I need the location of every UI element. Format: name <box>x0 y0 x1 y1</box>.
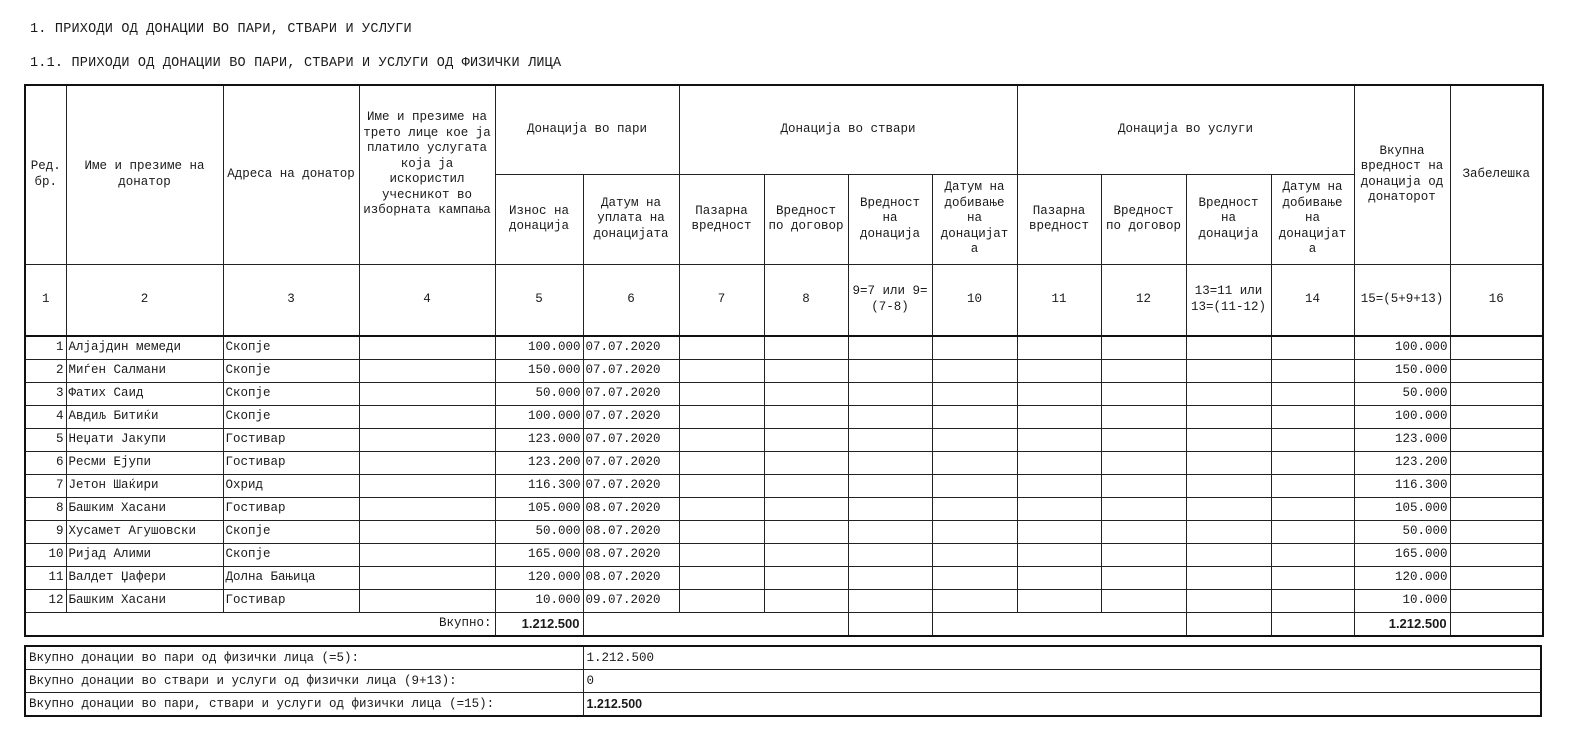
donor-address: Охрид <box>223 474 359 497</box>
donation-amount: 50.000 <box>495 382 583 405</box>
header-third-party: Име и презиме на трето лице кое ја платило услугата која ја искористил учесникот во изборната кампања <box>359 85 495 264</box>
row-number: 3 <box>25 382 66 405</box>
serv-date <box>1271 405 1354 428</box>
serv-contract <box>1101 428 1186 451</box>
header-note: Забелешка <box>1450 85 1543 264</box>
goods-value <box>848 543 932 566</box>
goods-market <box>679 474 764 497</box>
note <box>1450 428 1543 451</box>
totals-label: Вкупно: <box>25 612 495 636</box>
payment-date: 08.07.2020 <box>583 520 679 543</box>
donation-amount: 100.000 <box>495 405 583 428</box>
header-serv-contract: Вредност по договор <box>1101 174 1186 264</box>
third-party <box>359 382 495 405</box>
row-number: 11 <box>25 566 66 589</box>
goods-date <box>932 566 1017 589</box>
serv-contract <box>1101 451 1186 474</box>
goods-value <box>848 405 932 428</box>
colnum-14: 14 <box>1271 264 1354 336</box>
third-party <box>359 451 495 474</box>
summary-row <box>25 646 1541 670</box>
totals-goods-value <box>848 612 932 636</box>
goods-contract <box>764 520 848 543</box>
colnum-16: 16 <box>1450 264 1543 336</box>
goods-market <box>679 428 764 451</box>
goods-value <box>848 336 932 359</box>
donor-address: Гостивар <box>223 428 359 451</box>
serv-date <box>1271 428 1354 451</box>
row-number: 5 <box>25 428 66 451</box>
note <box>1450 451 1543 474</box>
goods-value <box>848 451 932 474</box>
serv-contract <box>1101 589 1186 612</box>
payment-date: 07.07.2020 <box>583 474 679 497</box>
totals-note <box>1450 612 1543 636</box>
donor-name: Неџати Јакупи <box>66 428 223 451</box>
row-number: 10 <box>25 543 66 566</box>
goods-contract <box>764 497 848 520</box>
payment-date: 07.07.2020 <box>583 451 679 474</box>
serv-contract <box>1101 336 1186 359</box>
table-row <box>25 497 1543 520</box>
colnum-11: 11 <box>1017 264 1101 336</box>
totals-row <box>25 612 1543 636</box>
goods-date <box>932 474 1017 497</box>
header-goods-value: Вредност на донација <box>848 174 932 264</box>
goods-date <box>932 382 1017 405</box>
serv-value <box>1186 359 1271 382</box>
serv-contract <box>1101 566 1186 589</box>
serv-market <box>1017 566 1101 589</box>
summary-value: 1.212.500 <box>583 693 1541 717</box>
colnum-15: 15=(5+9+13) <box>1354 264 1450 336</box>
goods-market <box>679 520 764 543</box>
total-value: 116.300 <box>1354 474 1450 497</box>
summary-row <box>25 670 1541 693</box>
goods-market <box>679 382 764 405</box>
serv-market <box>1017 405 1101 428</box>
serv-contract <box>1101 405 1186 428</box>
colnum-1: 1 <box>25 264 66 336</box>
donor-address: Гостивар <box>223 589 359 612</box>
header-goods-group: Донација во ствари <box>679 85 1017 174</box>
serv-date <box>1271 543 1354 566</box>
goods-market <box>679 451 764 474</box>
goods-contract <box>764 543 848 566</box>
serv-value <box>1186 474 1271 497</box>
donor-name: Алјајдин мемеди <box>66 336 223 359</box>
serv-value <box>1186 405 1271 428</box>
colnum-5: 5 <box>495 264 583 336</box>
goods-value <box>848 474 932 497</box>
header-total-value: Вкупна вредност на донација од донаторот <box>1354 85 1450 264</box>
colnum-2: 2 <box>66 264 223 336</box>
goods-value <box>848 359 932 382</box>
note <box>1450 336 1543 359</box>
row-number: 1 <box>25 336 66 359</box>
goods-date <box>932 451 1017 474</box>
goods-value <box>848 566 932 589</box>
note <box>1450 359 1543 382</box>
donor-address: Скопје <box>223 543 359 566</box>
donation-amount: 100.000 <box>495 336 583 359</box>
colnum-6: 6 <box>583 264 679 336</box>
goods-value <box>848 428 932 451</box>
goods-value <box>848 589 932 612</box>
table-row <box>25 405 1543 428</box>
donation-amount: 105.000 <box>495 497 583 520</box>
donor-address: Скопје <box>223 405 359 428</box>
summary-value: 1.212.500 <box>583 646 1541 670</box>
serv-market <box>1017 520 1101 543</box>
donor-address: Скопје <box>223 382 359 405</box>
goods-contract <box>764 382 848 405</box>
donor-address: Гостивар <box>223 497 359 520</box>
row-number: 8 <box>25 497 66 520</box>
totals-serv-value <box>1186 612 1271 636</box>
serv-date <box>1271 451 1354 474</box>
payment-date: 08.07.2020 <box>583 543 679 566</box>
third-party <box>359 405 495 428</box>
total-value: 150.000 <box>1354 359 1450 382</box>
total-value: 50.000 <box>1354 520 1450 543</box>
donation-amount: 123.200 <box>495 451 583 474</box>
colnum-8: 8 <box>764 264 848 336</box>
donor-address: Скопје <box>223 336 359 359</box>
totals-empty <box>583 612 848 636</box>
goods-market <box>679 566 764 589</box>
summary-row <box>25 693 1541 717</box>
totals-empty-2 <box>932 612 1186 636</box>
serv-value <box>1186 428 1271 451</box>
third-party <box>359 359 495 382</box>
summary-label: Вкупно донации во пари, ствари и услуги од физички лица (=15): <box>25 693 583 717</box>
donation-amount: 120.000 <box>495 566 583 589</box>
header-services-group: Донација во услуги <box>1017 85 1354 174</box>
serv-contract <box>1101 520 1186 543</box>
section-heading: 1. ПРИХОДИ ОД ДОНАЦИИ ВО ПАРИ, СТВАРИ И УСЛУГИ <box>30 22 412 37</box>
goods-contract <box>764 336 848 359</box>
payment-date: 07.07.2020 <box>583 336 679 359</box>
goods-value <box>848 497 932 520</box>
colnum-3: 3 <box>223 264 359 336</box>
subsection-heading: 1.1. ПРИХОДИ ОД ДОНАЦИИ ВО ПАРИ, СТВАРИ И УСЛУГИ ОД ФИЗИЧКИ ЛИЦА <box>30 56 562 71</box>
goods-value <box>848 520 932 543</box>
serv-date <box>1271 336 1354 359</box>
donor-name: Башким Хасани <box>66 589 223 612</box>
serv-value <box>1186 382 1271 405</box>
serv-value <box>1186 543 1271 566</box>
serv-market <box>1017 497 1101 520</box>
header-no: Ред. бр. <box>25 85 66 264</box>
donation-amount: 123.000 <box>495 428 583 451</box>
note <box>1450 497 1543 520</box>
summary-label: Вкупно донации во пари од физички лица (=5): <box>25 646 583 670</box>
note <box>1450 543 1543 566</box>
row-number: 6 <box>25 451 66 474</box>
donor-name: Валдет Џафери <box>66 566 223 589</box>
header-donor-name: Име и презиме на донатор <box>66 85 223 264</box>
serv-date <box>1271 589 1354 612</box>
table-row <box>25 382 1543 405</box>
note <box>1450 566 1543 589</box>
serv-date <box>1271 497 1354 520</box>
serv-contract <box>1101 382 1186 405</box>
header-serv-market: Пазарна вредност <box>1017 174 1101 264</box>
third-party <box>359 589 495 612</box>
total-value: 100.000 <box>1354 405 1450 428</box>
donation-amount: 165.000 <box>495 543 583 566</box>
header-money-group: Донација во пари <box>495 85 679 174</box>
goods-date <box>932 520 1017 543</box>
serv-market <box>1017 474 1101 497</box>
header-serv-date: Датум на добивање на донацијат а <box>1271 174 1354 264</box>
goods-date <box>932 543 1017 566</box>
header-pay-date: Датум на уплата на донацијата <box>583 174 679 264</box>
third-party <box>359 543 495 566</box>
donor-name: Башким Хасани <box>66 497 223 520</box>
total-value: 123.200 <box>1354 451 1450 474</box>
table-row <box>25 589 1543 612</box>
colnum-12: 12 <box>1101 264 1186 336</box>
colnum-10: 10 <box>932 264 1017 336</box>
header-goods-contract: Вредност по договор <box>764 174 848 264</box>
serv-market <box>1017 543 1101 566</box>
total-value: 123.000 <box>1354 428 1450 451</box>
serv-market <box>1017 359 1101 382</box>
donations-table <box>24 84 1544 637</box>
serv-value <box>1186 589 1271 612</box>
serv-market <box>1017 428 1101 451</box>
third-party <box>359 566 495 589</box>
serv-date <box>1271 382 1354 405</box>
table-row <box>25 566 1543 589</box>
goods-contract <box>764 589 848 612</box>
colnum-7: 7 <box>679 264 764 336</box>
total-value: 165.000 <box>1354 543 1450 566</box>
serv-contract <box>1101 497 1186 520</box>
goods-contract <box>764 405 848 428</box>
serv-market <box>1017 382 1101 405</box>
colnum-13: 13=11 или 13=(11-12) <box>1186 264 1271 336</box>
header-donor-address: Адреса на донатор <box>223 85 359 264</box>
goods-date <box>932 336 1017 359</box>
donor-name: Миѓен Салмани <box>66 359 223 382</box>
third-party <box>359 474 495 497</box>
payment-date: 08.07.2020 <box>583 566 679 589</box>
goods-date <box>932 359 1017 382</box>
table-row <box>25 474 1543 497</box>
totals-amount: 1.212.500 <box>495 612 583 636</box>
goods-contract <box>764 451 848 474</box>
goods-contract <box>764 474 848 497</box>
row-number: 12 <box>25 589 66 612</box>
serv-market <box>1017 589 1101 612</box>
goods-market <box>679 336 764 359</box>
payment-date: 07.07.2020 <box>583 405 679 428</box>
serv-date <box>1271 520 1354 543</box>
donor-address: Скопје <box>223 520 359 543</box>
total-value: 120.000 <box>1354 566 1450 589</box>
goods-market <box>679 497 764 520</box>
payment-date: 07.07.2020 <box>583 428 679 451</box>
donor-name: Јетон Шаќири <box>66 474 223 497</box>
serv-contract <box>1101 474 1186 497</box>
total-value: 100.000 <box>1354 336 1450 359</box>
goods-market <box>679 405 764 428</box>
totals-total: 1.212.500 <box>1354 612 1450 636</box>
donor-address: Гостивар <box>223 451 359 474</box>
totals-empty-3 <box>1271 612 1354 636</box>
table-row <box>25 428 1543 451</box>
header-amount: Износ на донација <box>495 174 583 264</box>
row-number: 7 <box>25 474 66 497</box>
payment-date: 07.07.2020 <box>583 359 679 382</box>
donor-name: Ресми Ејупи <box>66 451 223 474</box>
summary-label: Вкупно донации во ствари и услуги од физички лица (9+13): <box>25 670 583 693</box>
total-value: 105.000 <box>1354 497 1450 520</box>
donor-name: Хусамет Агушовски <box>66 520 223 543</box>
summary-value: 0 <box>583 670 1541 693</box>
goods-date <box>932 589 1017 612</box>
serv-value <box>1186 336 1271 359</box>
donor-name: Авдиљ Битиќи <box>66 405 223 428</box>
table-row <box>25 520 1543 543</box>
goods-date <box>932 405 1017 428</box>
goods-market <box>679 359 764 382</box>
row-number: 4 <box>25 405 66 428</box>
colnum-9: 9=7 или 9=(7-8) <box>848 264 932 336</box>
serv-date <box>1271 474 1354 497</box>
table-row <box>25 543 1543 566</box>
donation-amount: 116.300 <box>495 474 583 497</box>
serv-value <box>1186 520 1271 543</box>
note <box>1450 474 1543 497</box>
header-goods-date: Датум на добивање на донацијат а <box>932 174 1017 264</box>
donor-name: Фатих Саид <box>66 382 223 405</box>
donation-amount: 150.000 <box>495 359 583 382</box>
colnum-4: 4 <box>359 264 495 336</box>
payment-date: 09.07.2020 <box>583 589 679 612</box>
note <box>1450 520 1543 543</box>
third-party <box>359 428 495 451</box>
payment-date: 08.07.2020 <box>583 497 679 520</box>
note <box>1450 589 1543 612</box>
serv-value <box>1186 497 1271 520</box>
donation-amount: 50.000 <box>495 520 583 543</box>
total-value: 50.000 <box>1354 382 1450 405</box>
goods-contract <box>764 359 848 382</box>
goods-date <box>932 497 1017 520</box>
donation-amount: 10.000 <box>495 589 583 612</box>
donor-address: Скопје <box>223 359 359 382</box>
goods-contract <box>764 428 848 451</box>
note <box>1450 382 1543 405</box>
serv-date <box>1271 359 1354 382</box>
goods-value <box>848 382 932 405</box>
payment-date: 07.07.2020 <box>583 382 679 405</box>
header-serv-value: Вредност на донација <box>1186 174 1271 264</box>
table-row <box>25 359 1543 382</box>
table-row <box>25 336 1543 359</box>
third-party <box>359 497 495 520</box>
table-row <box>25 451 1543 474</box>
donor-address: Долна Бањица <box>223 566 359 589</box>
note <box>1450 405 1543 428</box>
goods-market <box>679 543 764 566</box>
serv-market <box>1017 336 1101 359</box>
donor-name: Ријад Алими <box>66 543 223 566</box>
row-number: 2 <box>25 359 66 382</box>
serv-contract <box>1101 359 1186 382</box>
serv-contract <box>1101 543 1186 566</box>
goods-date <box>932 428 1017 451</box>
third-party <box>359 336 495 359</box>
serv-date <box>1271 566 1354 589</box>
goods-contract <box>764 566 848 589</box>
summary-table <box>24 645 1542 717</box>
row-number: 9 <box>25 520 66 543</box>
serv-market <box>1017 451 1101 474</box>
total-value: 10.000 <box>1354 589 1450 612</box>
goods-market <box>679 589 764 612</box>
serv-value <box>1186 566 1271 589</box>
header-goods-market: Пазарна вредност <box>679 174 764 264</box>
serv-value <box>1186 451 1271 474</box>
third-party <box>359 520 495 543</box>
